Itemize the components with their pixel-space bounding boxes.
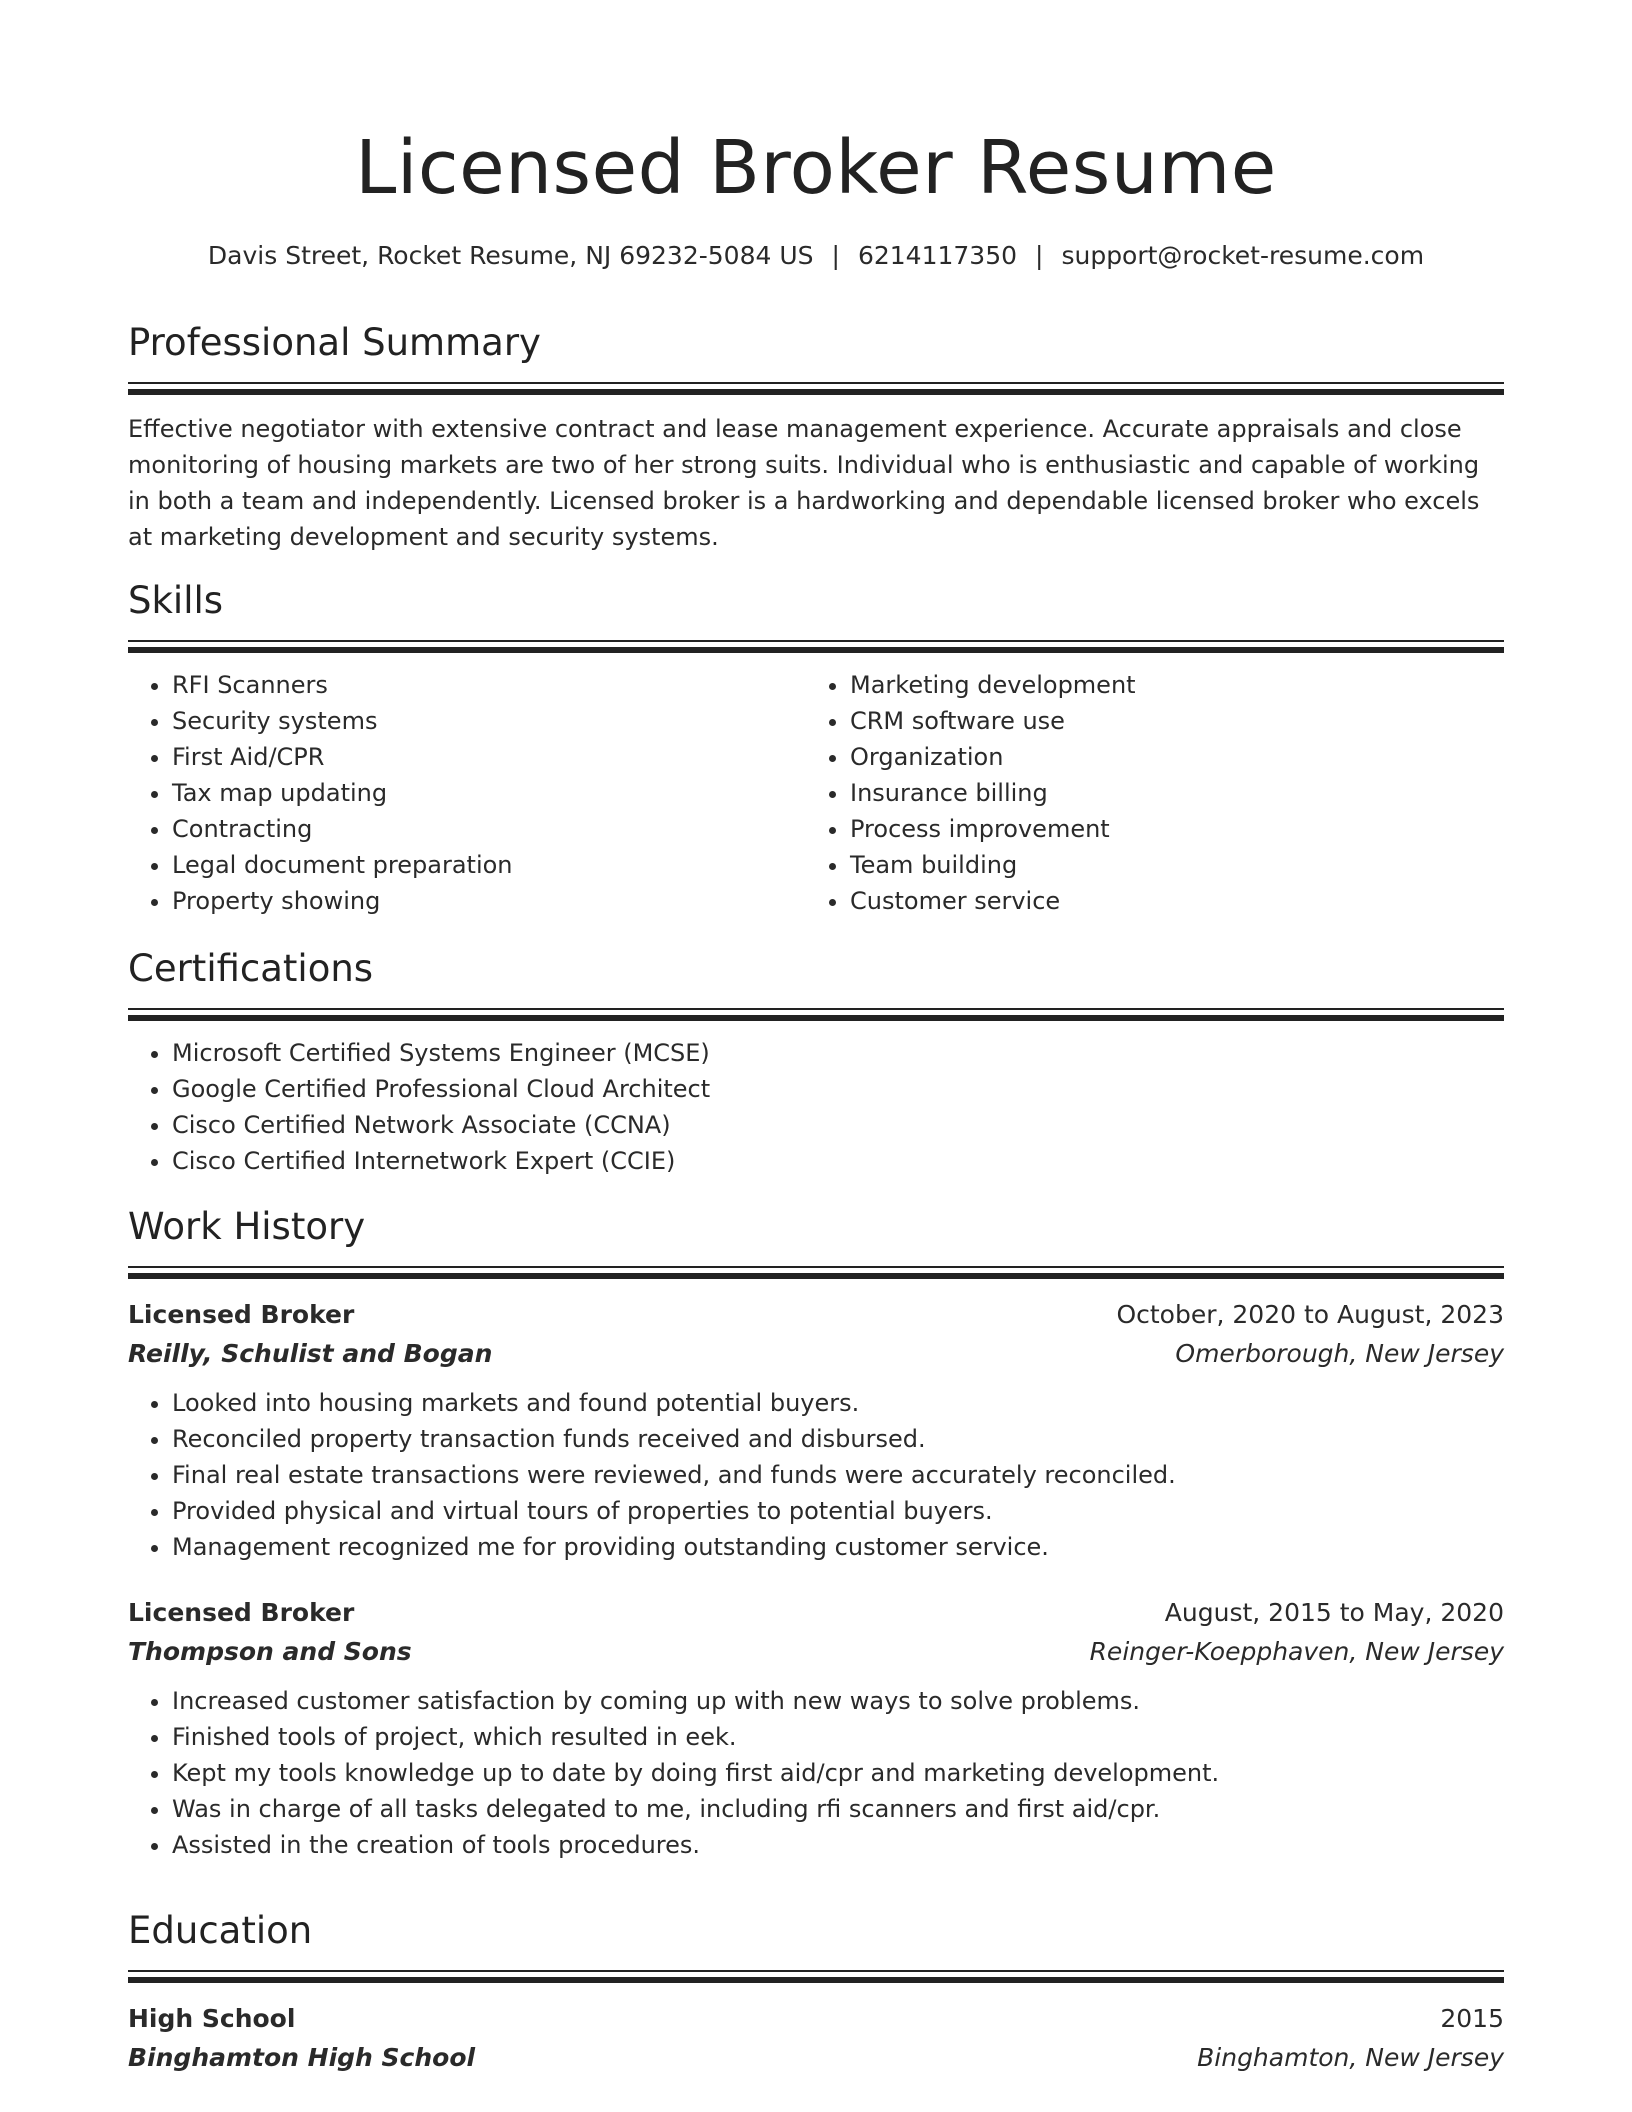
job-bullet: • Assisted in the creation of tools procedures. [172, 1827, 1504, 1863]
job-bullet: • Increased customer satisfaction by coming up with new ways to solve problems. [172, 1683, 1504, 1719]
job-company: Thompson and Sons [128, 1637, 412, 1666]
summary-section [128, 318, 1504, 555]
job-company-row [128, 1334, 1504, 1373]
skills-section [128, 576, 1504, 919]
job-location: Reinger-Koepphaven, New Jersey [1089, 1637, 1504, 1666]
skill-item: • Process improvement [850, 811, 1484, 847]
job-location: Omerborough, New Jersey [1175, 1339, 1504, 1368]
job-header-row [128, 1593, 1504, 1632]
job-company-row [128, 1632, 1504, 1671]
section-divider-thick [128, 389, 1504, 395]
skill-item: • Customer service [850, 883, 1484, 919]
job-entry [128, 1295, 1504, 1565]
skill-item: • First Aid/CPR [172, 739, 806, 775]
education-entry [128, 1999, 1504, 2077]
job-bullet: • Was in charge of all tasks delegated to me, including rfi scanners and first aid/cpr. [172, 1791, 1504, 1827]
skill-item: • Team building [850, 847, 1484, 883]
skill-item: • Organization [850, 739, 1484, 775]
contact-separator: | [1035, 241, 1044, 270]
education-year: 2015 [1440, 2004, 1504, 2033]
skills-heading: Skills [128, 579, 224, 622]
job-company: Reilly, Schulist and Bogan [128, 1339, 493, 1368]
skill-item: • Marketing development [850, 667, 1484, 703]
job-header-row [128, 1295, 1504, 1334]
job-title: Licensed Broker [128, 1300, 355, 1329]
job-bullets [128, 1683, 1504, 1863]
job-bullet: • Kept my tools knowledge up to date by doing first aid/cpr and marketing development. [172, 1755, 1504, 1791]
skill-item: • Legal document preparation [172, 847, 806, 883]
summary-text: Effective negotiator with extensive contract and lease management experience. Accurate appraisals and close monitoring of housing markets are two of her strong suits. Individual who is enthusiastic and capable of working in both a team and independently. Licensed broker is a hardworking and dependable licensed broker who excels at marketing development and security systems. [128, 415, 1480, 551]
education-header-row [128, 1999, 1504, 2038]
contact-phone: 6214117350 [857, 241, 1018, 270]
certification-item: • Cisco Certified Network Associate (CCNA) [172, 1107, 1504, 1143]
section-divider [128, 1266, 1504, 1268]
certifications-list [128, 1035, 1504, 1179]
job-bullet: • Provided physical and virtual tours of properties to potential buyers. [172, 1493, 1504, 1529]
contact-address: Davis Street, Rocket Resume, NJ 69232-5084 US [207, 241, 814, 270]
job-bullet: • Reconciled property transaction funds received and disbursed. [172, 1421, 1504, 1457]
skill-item: • CRM software use [850, 703, 1484, 739]
skill-item: • Insurance billing [850, 775, 1484, 811]
job-title: Licensed Broker [128, 1598, 355, 1627]
job-entry [128, 1593, 1504, 1863]
certification-item: • Microsoft Certified Systems Engineer (MCSE) [172, 1035, 1504, 1071]
contact-separator: | [831, 241, 840, 270]
skills-list-left [128, 667, 806, 919]
section-divider [128, 640, 1504, 642]
certification-item: • Cisco Certified Internetwork Expert (CCIE) [172, 1143, 1504, 1179]
work-history-section [128, 1202, 1504, 1863]
section-divider-thick [128, 1977, 1504, 1983]
certification-item: • Google Certified Professional Cloud Architect [172, 1071, 1504, 1107]
certifications-heading: Certifications [128, 947, 374, 990]
section-divider-thick [128, 1015, 1504, 1021]
skill-item: • Contracting [172, 811, 806, 847]
certifications-section [128, 944, 1504, 1179]
job-dates: October, 2020 to August, 2023 [1116, 1300, 1504, 1329]
skill-item: • RFI Scanners [172, 667, 806, 703]
job-bullet: • Finished tools of project, which resulted in eek. [172, 1719, 1504, 1755]
skills-columns [128, 653, 1504, 919]
resume-title: Licensed Broker Resume [355, 125, 1277, 211]
job-dates: August, 2015 to May, 2020 [1164, 1598, 1504, 1627]
education-location: Binghamton, New Jersey [1197, 2043, 1504, 2072]
skill-item: • Property showing [172, 883, 806, 919]
education-school: Binghamton High School [128, 2043, 476, 2072]
job-bullets [128, 1385, 1504, 1565]
education-section [128, 1906, 1504, 2077]
work-history-heading: Work History [128, 1205, 366, 1248]
section-divider [128, 1970, 1504, 1972]
job-bullet: • Final real estate transactions were reviewed, and funds were accurately reconciled. [172, 1457, 1504, 1493]
section-divider [128, 382, 1504, 384]
education-heading: Education [128, 1909, 313, 1952]
education-degree: High School [128, 2004, 296, 2033]
job-bullet: • Looked into housing markets and found potential buyers. [172, 1385, 1504, 1421]
skill-item: • Security systems [172, 703, 806, 739]
education-school-row [128, 2038, 1504, 2077]
section-divider-thick [128, 1273, 1504, 1279]
skills-list-right [806, 667, 1484, 919]
contact-line [128, 238, 1504, 274]
skill-item: • Tax map updating [172, 775, 806, 811]
summary-heading: Professional Summary [128, 321, 541, 364]
section-divider [128, 1008, 1504, 1010]
contact-email: support@rocket-resume.com [1061, 241, 1425, 270]
job-bullet: • Management recognized me for providing outstanding customer service. [172, 1529, 1504, 1565]
